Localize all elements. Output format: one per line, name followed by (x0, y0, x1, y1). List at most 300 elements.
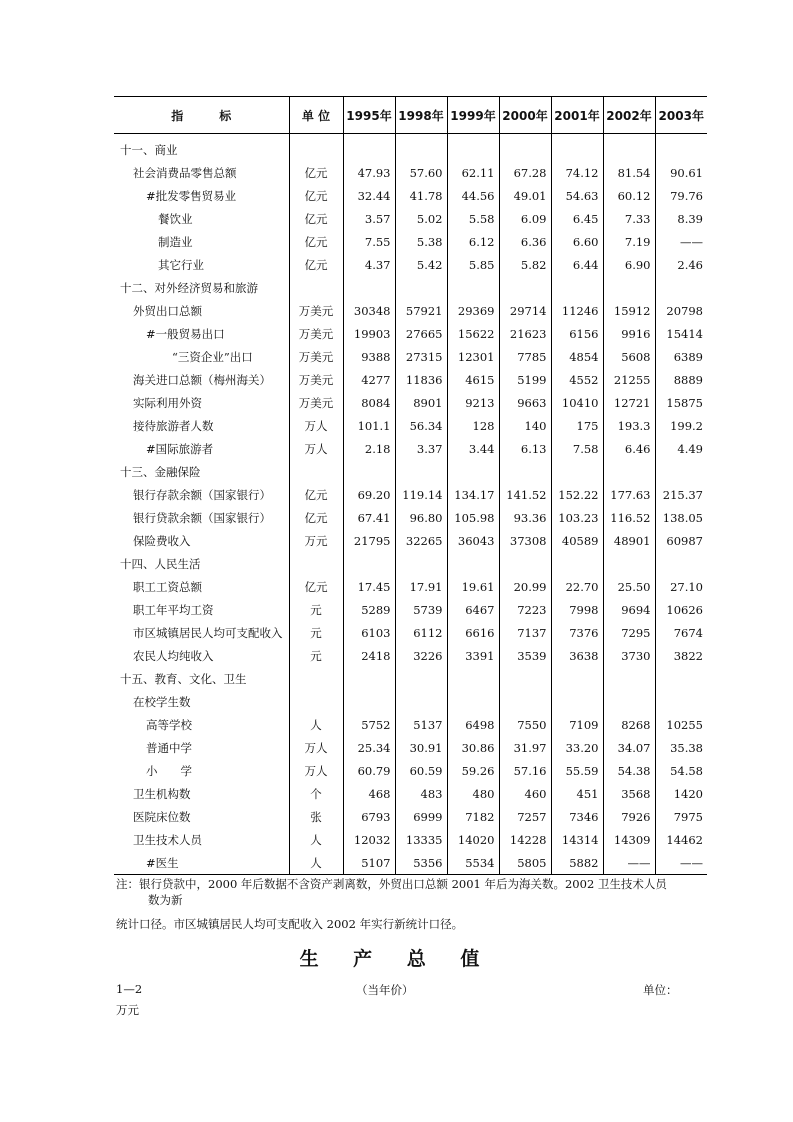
indicator-cell: 餐饮业 (158, 211, 193, 226)
unit-cell: 亿元 (289, 207, 343, 230)
section-heading-row (114, 134, 707, 162)
value-cell: 460 (499, 782, 551, 805)
value-cell: 152.22 (551, 483, 603, 506)
unit-cell: 亿元 (289, 483, 343, 506)
indicator-cell: #国际旅游者 (146, 441, 214, 456)
value-cell: 8084 (343, 391, 395, 414)
value-cell: 27665 (395, 322, 447, 345)
value-cell: 141.52 (499, 483, 551, 506)
value-cell: 3226 (395, 644, 447, 667)
value-cell: 5.85 (447, 253, 499, 276)
value-cell: 193.3 (603, 414, 655, 437)
value-cell (499, 134, 551, 162)
value-cell (343, 667, 395, 690)
unit-cell (289, 276, 343, 299)
header-year: 2002年 (603, 97, 655, 134)
value-cell (395, 276, 447, 299)
value-cell: 140 (499, 414, 551, 437)
value-cell: —— (655, 851, 707, 875)
value-cell: 36043 (447, 529, 499, 552)
unit-cell: 元 (289, 598, 343, 621)
value-cell (447, 134, 499, 162)
value-cell (499, 690, 551, 713)
unit-cell: 亿元 (289, 230, 343, 253)
value-cell: 4.37 (343, 253, 395, 276)
value-cell: 3822 (655, 644, 707, 667)
table-row (114, 529, 707, 552)
value-cell: 56.34 (395, 414, 447, 437)
value-cell: 21795 (343, 529, 395, 552)
value-cell: 7674 (655, 621, 707, 644)
value-cell: 483 (395, 782, 447, 805)
value-cell: 60.12 (603, 184, 655, 207)
unit-cell (289, 134, 343, 162)
value-cell: 5107 (343, 851, 395, 875)
value-cell: 27315 (395, 345, 447, 368)
value-cell: 7295 (603, 621, 655, 644)
unit-cell (289, 552, 343, 575)
value-cell: 451 (551, 782, 603, 805)
value-cell: 6999 (395, 805, 447, 828)
value-cell: 67.28 (499, 161, 551, 184)
table-row (114, 759, 707, 782)
value-cell: 3568 (603, 782, 655, 805)
value-cell: 105.98 (447, 506, 499, 529)
table-row (114, 851, 707, 875)
value-cell: 14314 (551, 828, 603, 851)
value-cell: 12032 (343, 828, 395, 851)
unit-cell: 万元 (289, 529, 343, 552)
value-cell: 5.82 (499, 253, 551, 276)
value-cell: 175 (551, 414, 603, 437)
value-cell: 57.16 (499, 759, 551, 782)
unit-cell: 人 (289, 851, 343, 875)
section-title: 生 产 总 值 (299, 948, 494, 970)
table-row (114, 368, 707, 391)
table-row (114, 644, 707, 667)
unit-cell: 个 (289, 782, 343, 805)
value-cell: 57.60 (395, 161, 447, 184)
value-cell: 30.86 (447, 736, 499, 759)
value-cell: 29369 (447, 299, 499, 322)
price-basis: （当年价） (356, 983, 414, 997)
unit-cell (289, 667, 343, 690)
indicator-cell: “三资企业”出口 (172, 349, 253, 364)
table-row (114, 713, 707, 736)
indicator-cell: 十四、人民生活 (120, 556, 201, 571)
indicator-cell: 医院床位数 (133, 809, 191, 824)
value-cell: 6.12 (447, 230, 499, 253)
indicator-cell: #批发零售贸易业 (146, 188, 237, 203)
value-cell (655, 690, 707, 713)
value-cell: 14309 (603, 828, 655, 851)
value-cell: 5356 (395, 851, 447, 875)
value-cell: 11836 (395, 368, 447, 391)
value-cell (499, 552, 551, 575)
value-cell: 5752 (343, 713, 395, 736)
header-year: 2003年 (655, 97, 707, 134)
value-cell: 6498 (447, 713, 499, 736)
value-cell: 7346 (551, 805, 603, 828)
value-cell (343, 134, 395, 162)
table-row (114, 299, 707, 322)
unit-cell: 万美元 (289, 345, 343, 368)
indicator-cell: 农民人均纯收入 (133, 648, 214, 663)
value-cell: 74.12 (551, 161, 603, 184)
value-cell: 22.70 (551, 575, 603, 598)
value-cell: 3391 (447, 644, 499, 667)
table-footnote (116, 876, 716, 908)
value-cell: 3.44 (447, 437, 499, 460)
value-cell (447, 667, 499, 690)
indicator-cell: 实际利用外资 (133, 395, 202, 410)
value-cell: 27.10 (655, 575, 707, 598)
value-cell: 215.37 (655, 483, 707, 506)
value-cell: 10626 (655, 598, 707, 621)
table-number: 1—2 (116, 982, 143, 996)
unit-cell: 万美元 (289, 322, 343, 345)
value-cell: 6793 (343, 805, 395, 828)
value-cell: 17.91 (395, 575, 447, 598)
value-cell: 6156 (551, 322, 603, 345)
value-cell: 2.46 (655, 253, 707, 276)
value-cell: 1420 (655, 782, 707, 805)
section-heading-row (114, 460, 707, 483)
value-cell (395, 460, 447, 483)
table-row (114, 437, 707, 460)
table-row (114, 391, 707, 414)
indicator-cell: 银行存款余额（国家银行） (133, 487, 271, 502)
value-cell: 5739 (395, 598, 447, 621)
unit-cell (289, 690, 343, 713)
table-row (114, 414, 707, 437)
value-cell: 17.45 (343, 575, 395, 598)
header-year: 1998年 (395, 97, 447, 134)
value-cell: 4552 (551, 368, 603, 391)
unit-cell: 亿元 (289, 253, 343, 276)
value-cell: 32.44 (343, 184, 395, 207)
value-cell: 60.59 (395, 759, 447, 782)
unit-cell: 万人 (289, 736, 343, 759)
table-row (114, 322, 707, 345)
indicator-cell: 十一、商业 (120, 142, 178, 157)
value-cell: 20.99 (499, 575, 551, 598)
value-cell: 6389 (655, 345, 707, 368)
value-cell: 55.59 (551, 759, 603, 782)
value-cell: 5.58 (447, 207, 499, 230)
value-cell: 67.41 (343, 506, 395, 529)
header-unit: 单 位 (289, 97, 343, 134)
value-cell (499, 667, 551, 690)
value-cell (447, 552, 499, 575)
value-cell (551, 552, 603, 575)
table-body (114, 134, 707, 875)
unit-cell: 亿元 (289, 575, 343, 598)
value-cell: 199.2 (655, 414, 707, 437)
value-cell: 93.36 (499, 506, 551, 529)
table-row (114, 207, 707, 230)
value-cell: 6.45 (551, 207, 603, 230)
value-cell: 44.56 (447, 184, 499, 207)
table-row (114, 782, 707, 805)
table-header-row (114, 97, 707, 134)
table-row (114, 828, 707, 851)
footnote-line-3: 统计口径。市区城镇居民人均可支配收入 2002 年实行新统计口径。 (116, 917, 464, 931)
section-heading-row (114, 667, 707, 690)
table-row (114, 230, 707, 253)
value-cell: 10410 (551, 391, 603, 414)
value-cell: 177.63 (603, 483, 655, 506)
value-cell: 3539 (499, 644, 551, 667)
indicator-cell: #一般贸易出口 (146, 326, 225, 341)
value-cell: 9388 (343, 345, 395, 368)
value-cell: 37308 (499, 529, 551, 552)
value-cell: 54.58 (655, 759, 707, 782)
table-row (114, 253, 707, 276)
value-cell (395, 690, 447, 713)
value-cell: 3.57 (343, 207, 395, 230)
value-cell: 6103 (343, 621, 395, 644)
table-row (114, 690, 707, 713)
value-cell: 6.13 (499, 437, 551, 460)
indicator-cell: 其它行业 (158, 257, 204, 272)
unit-cell: 元 (289, 644, 343, 667)
value-cell: 59.26 (447, 759, 499, 782)
value-cell (447, 460, 499, 483)
value-cell: 7.19 (603, 230, 655, 253)
indicator-cell: 职工年平均工资 (133, 602, 214, 617)
value-cell: 7223 (499, 598, 551, 621)
value-cell: 5289 (343, 598, 395, 621)
value-cell: 54.38 (603, 759, 655, 782)
value-cell (603, 460, 655, 483)
indicator-cell: 社会消费品零售总额 (133, 165, 237, 180)
table-row (114, 621, 707, 644)
value-cell: 6.46 (603, 437, 655, 460)
indicator-cell: 普通中学 (146, 740, 192, 755)
unit-value: 万元 (116, 1003, 139, 1017)
value-cell: 33.20 (551, 736, 603, 759)
value-cell: 90.61 (655, 161, 707, 184)
value-cell: 6.44 (551, 253, 603, 276)
value-cell (447, 276, 499, 299)
value-cell: 5.02 (395, 207, 447, 230)
value-cell: 6.90 (603, 253, 655, 276)
value-cell: 15414 (655, 322, 707, 345)
table-row (114, 805, 707, 828)
value-cell: 7376 (551, 621, 603, 644)
value-cell: 9663 (499, 391, 551, 414)
value-cell: 3638 (551, 644, 603, 667)
value-cell: 4277 (343, 368, 395, 391)
value-cell: —— (655, 230, 707, 253)
value-cell (655, 667, 707, 690)
value-cell: 128 (447, 414, 499, 437)
unit-cell: 万美元 (289, 391, 343, 414)
unit-cell (289, 460, 343, 483)
value-cell: 19.61 (447, 575, 499, 598)
table-row (114, 161, 707, 184)
indicator-cell: 在校学生数 (133, 694, 191, 709)
value-cell: 62.11 (447, 161, 499, 184)
value-cell: 7.58 (551, 437, 603, 460)
value-cell: 12721 (603, 391, 655, 414)
value-cell: 40589 (551, 529, 603, 552)
unit-cell: 元 (289, 621, 343, 644)
value-cell: 9213 (447, 391, 499, 414)
unit-cell: 万美元 (289, 368, 343, 391)
value-cell (603, 667, 655, 690)
statistics-table (114, 96, 707, 875)
value-cell: 69.20 (343, 483, 395, 506)
value-cell: 15622 (447, 322, 499, 345)
value-cell: 14462 (655, 828, 707, 851)
value-cell (655, 134, 707, 162)
value-cell: 41.78 (395, 184, 447, 207)
value-cell: 6616 (447, 621, 499, 644)
indicator-cell: 十三、金融保险 (120, 464, 201, 479)
indicator-cell: 小 学 (146, 763, 192, 778)
unit-cell: 亿元 (289, 506, 343, 529)
value-cell: 3.37 (395, 437, 447, 460)
unit-cell: 万人 (289, 759, 343, 782)
unit-cell: 人 (289, 713, 343, 736)
unit-label: 单位： (643, 983, 678, 997)
value-cell: 5.42 (395, 253, 447, 276)
value-cell: 49.01 (499, 184, 551, 207)
value-cell: 9916 (603, 322, 655, 345)
value-cell: 7998 (551, 598, 603, 621)
value-cell: 6112 (395, 621, 447, 644)
value-cell: 5882 (551, 851, 603, 875)
indicator-cell: 卫生技术人员 (133, 832, 202, 847)
table-row (114, 598, 707, 621)
value-cell: 138.05 (655, 506, 707, 529)
value-cell: 25.34 (343, 736, 395, 759)
table-row (114, 575, 707, 598)
value-cell: 7.55 (343, 230, 395, 253)
section-heading-row (114, 276, 707, 299)
unit-cell: 亿元 (289, 184, 343, 207)
value-cell (655, 552, 707, 575)
value-cell: 103.23 (551, 506, 603, 529)
value-cell: 7975 (655, 805, 707, 828)
value-cell: 7257 (499, 805, 551, 828)
indicator-cell: 外贸出口总额 (133, 303, 202, 318)
value-cell: 3730 (603, 644, 655, 667)
value-cell: 79.76 (655, 184, 707, 207)
value-cell: 119.14 (395, 483, 447, 506)
value-cell (551, 276, 603, 299)
value-cell (343, 460, 395, 483)
value-cell: 13335 (395, 828, 447, 851)
unit-cell: 万人 (289, 437, 343, 460)
value-cell: 32265 (395, 529, 447, 552)
value-cell: 14020 (447, 828, 499, 851)
indicator-cell: 高等学校 (146, 717, 192, 732)
indicator-cell: 银行贷款余额（国家银行） (133, 510, 271, 525)
value-cell: 4.49 (655, 437, 707, 460)
value-cell (603, 276, 655, 299)
indicator-cell: 制造业 (158, 234, 193, 249)
indicator-cell: 接待旅游者人数 (133, 418, 214, 433)
value-cell: 30348 (343, 299, 395, 322)
value-cell: 57921 (395, 299, 447, 322)
value-cell (551, 134, 603, 162)
value-cell: 2.18 (343, 437, 395, 460)
value-cell: 34.07 (603, 736, 655, 759)
value-cell: 60987 (655, 529, 707, 552)
value-cell: 47.93 (343, 161, 395, 184)
value-cell: 15875 (655, 391, 707, 414)
value-cell: 5805 (499, 851, 551, 875)
statistics-table-container (114, 96, 707, 875)
value-cell: 101.1 (343, 414, 395, 437)
value-cell: 30.91 (395, 736, 447, 759)
value-cell (395, 134, 447, 162)
indicator-cell: 海关进口总额（梅州海关） (133, 372, 271, 387)
value-cell: 7.33 (603, 207, 655, 230)
value-cell: 7550 (499, 713, 551, 736)
value-cell: 468 (343, 782, 395, 805)
value-cell (395, 667, 447, 690)
header-year: 2000年 (499, 97, 551, 134)
value-cell: 7926 (603, 805, 655, 828)
value-cell: 6.60 (551, 230, 603, 253)
value-cell: —— (603, 851, 655, 875)
indicator-cell: 卫生机构数 (133, 786, 191, 801)
value-cell (499, 276, 551, 299)
value-cell (603, 690, 655, 713)
value-cell (655, 460, 707, 483)
value-cell (655, 276, 707, 299)
unit-cell: 万美元 (289, 299, 343, 322)
unit-cell: 人 (289, 828, 343, 851)
value-cell: 5608 (603, 345, 655, 368)
value-cell: 96.80 (395, 506, 447, 529)
value-cell: 20798 (655, 299, 707, 322)
value-cell: 7182 (447, 805, 499, 828)
value-cell: 15912 (603, 299, 655, 322)
value-cell: 134.17 (447, 483, 499, 506)
value-cell: 9694 (603, 598, 655, 621)
table-row (114, 184, 707, 207)
value-cell (551, 690, 603, 713)
value-cell: 8901 (395, 391, 447, 414)
value-cell: 5199 (499, 368, 551, 391)
value-cell: 6467 (447, 598, 499, 621)
value-cell: 29714 (499, 299, 551, 322)
value-cell: 5.38 (395, 230, 447, 253)
footnote-line-2: 数为新 (148, 893, 183, 907)
value-cell: 81.54 (603, 161, 655, 184)
value-cell (343, 552, 395, 575)
value-cell: 6.36 (499, 230, 551, 253)
unit-cell: 张 (289, 805, 343, 828)
value-cell: 7109 (551, 713, 603, 736)
indicator-cell: 市区城镇居民人均可支配收入 (133, 625, 283, 640)
value-cell: 8889 (655, 368, 707, 391)
value-cell: 8268 (603, 713, 655, 736)
indicator-cell: 职工工资总额 (133, 579, 202, 594)
value-cell (343, 690, 395, 713)
value-cell: 116.52 (603, 506, 655, 529)
value-cell: 12301 (447, 345, 499, 368)
value-cell: 60.79 (343, 759, 395, 782)
value-cell: 25.50 (603, 575, 655, 598)
indicator-cell: 保险费收入 (133, 533, 191, 548)
value-cell: 5534 (447, 851, 499, 875)
